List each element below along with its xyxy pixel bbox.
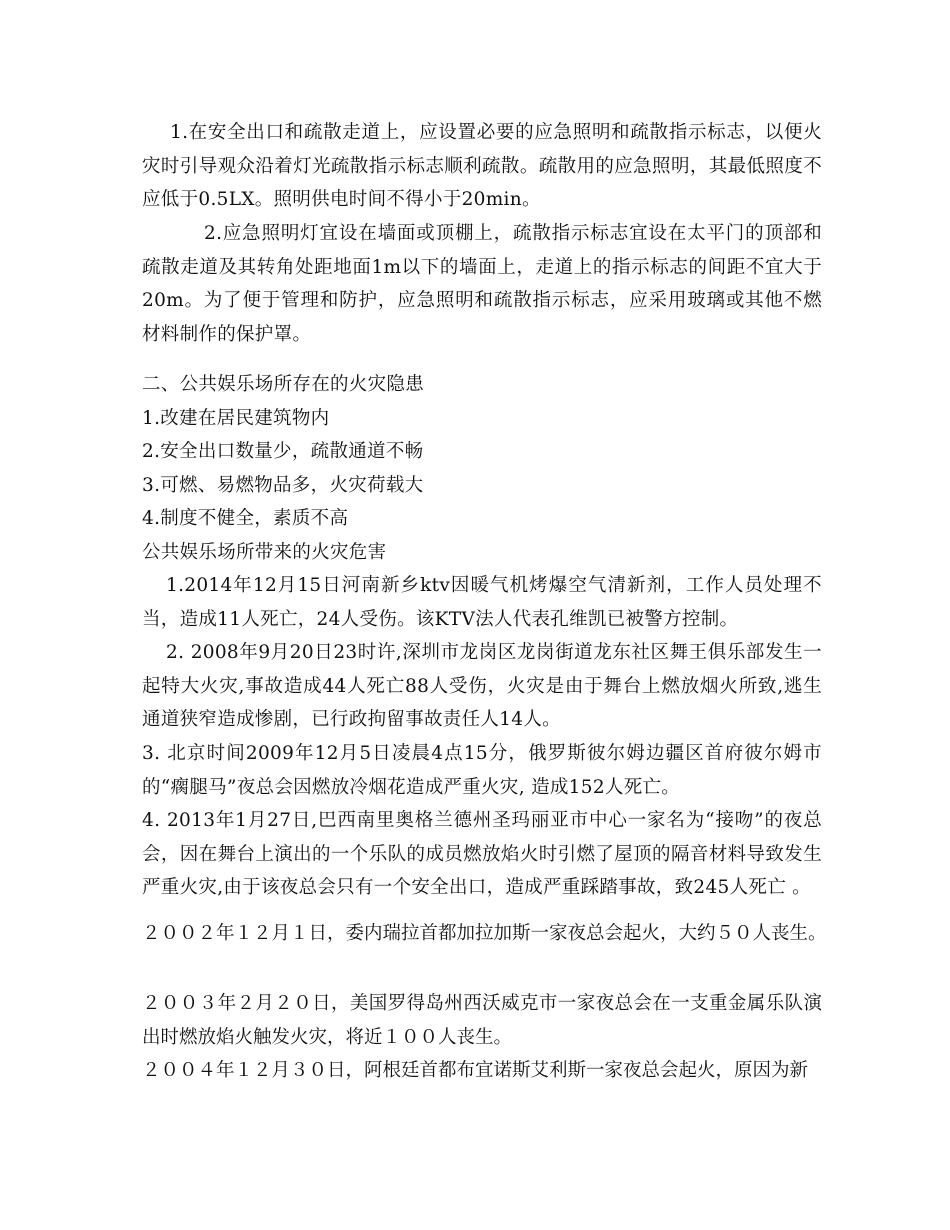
section-title-hazards: 二、公共娱乐场所存在的火灾隐患 (142, 374, 425, 395)
hazard-item: 4.制度不健全，素质不高 (142, 508, 349, 529)
case-item: 1.2014年12月15日河南新乡ktv因暖气机烤爆空气清新剂，工作人员处理不当，造成11人死亡，24人受伤。该KTV法人代表孔维凯已被警方控制。 (142, 575, 822, 630)
case-item: 3. 北京时间2009年12月5日凌晨4点15分，俄罗斯彼尔姆边疆区首府彼尔姆市的“瘸腿马”夜总会因燃放冷烟花造成严重火灾, 造成152人死亡。 (142, 743, 822, 798)
hazard-item: 2.安全出口数量少，疏散通道不畅 (142, 441, 424, 462)
event-item: ２００４年１２月３０日，阿根廷首都布宜诺斯艾利斯一家夜总会起火，原因为新 (142, 1060, 809, 1081)
hazard-item: 1.改建在居民建筑物内 (142, 408, 330, 429)
event-item: ２００２年１２月１日，委内瑞拉首都加拉加斯一家夜总会起火，大约５０人丧生。 (142, 923, 827, 944)
paragraph-emergency-lighting: 1.在安全出口和疏散走道上，应设置必要的应急照明和疏散指示标志，以便火灾时引导观众沿着灯光疏散指示标志顺利疏散。疏散用的应急照明，其最低照度不应低于0.5LX。照明供电时间不得小于20min。 (142, 122, 822, 210)
case-item: 4. 2013年1月27日,巴西南里奥格兰德州圣玛丽亚市中心一家名为“接吻”的夜总会，因在舞台上演出的一个乐队的成员燃放焰火时引燃了屋顶的隔音材料导致发生严重火灾,由于该夜总会只有一个安全出口，造成严重踩踏事故，致245人死亡 。 (142, 810, 822, 898)
case-item: 2. 2008年9月20日23时许,深圳市龙岗区龙岗街道龙东社区舞王俱乐部发生一起特大火灾,事故造成44人死亡88人受伤，火灾是由于舞台上燃放烟火所致,逃生通道狭窄造成惨剧，已行政拘留事故责任人14人。 (142, 642, 822, 730)
event-item: ２００３年２月２０日，美国罗得岛州西沃威克市一家夜总会在一支重金属乐队演出时燃放焰火触发火灾，将近１００人丧生。 (142, 993, 822, 1048)
section-title-harm: 公共娱乐场所带来的火灾危害 (142, 542, 387, 563)
hazard-item: 3.可燃、易燃物品多，火灾荷载大 (142, 475, 424, 496)
paragraph-lighting-placement: 2.应急照明灯宜设在墙面或顶棚上，疏散指示标志宜设在太平门的顶部和疏散走道及其转角处距地面1m以下的墙面上，走道上的指示标志的间距不宜大于20m。为了便于管理和防护，应急照明和疏散指示标志，应采用玻璃或其他不燃材料制作的保护罩。 (142, 223, 822, 345)
